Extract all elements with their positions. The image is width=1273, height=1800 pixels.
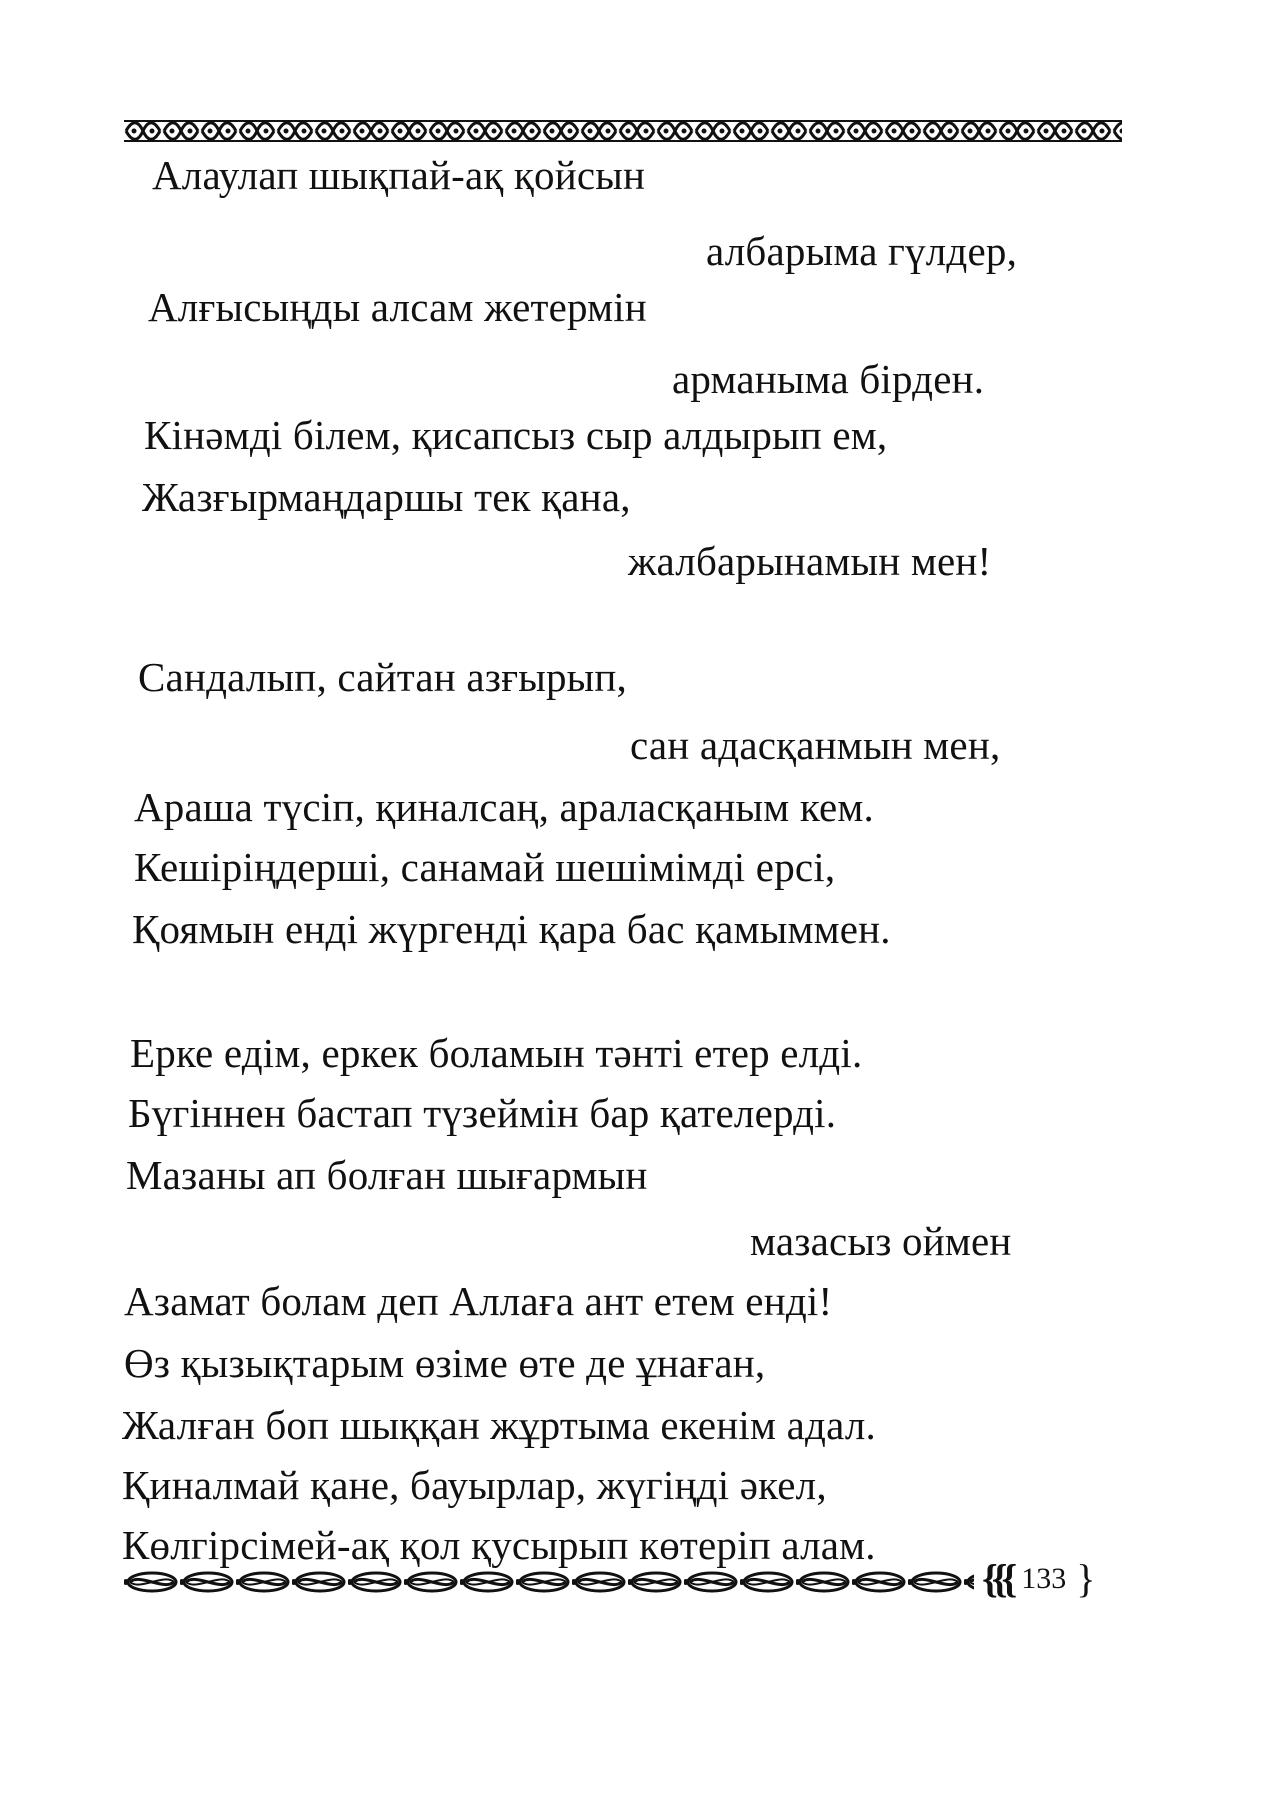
poem-line: Көлгірсімей-ақ қол қусырып көтеріп алам.: [122, 1522, 876, 1568]
poem-line: сан адасқанмын мен,: [630, 722, 1001, 768]
footer-brace-end: }: [1076, 1556, 1096, 1601]
poem-line: Ерке едім, еркек боламын тәнті етер елді.: [130, 1030, 863, 1076]
poem-line: арманыма бірден.: [672, 356, 985, 402]
poem-line: мазасыз оймен: [750, 1218, 1012, 1264]
bottom-ornament-border: [124, 1569, 974, 1595]
poem-line: жалбарынамын мен!: [628, 538, 992, 584]
page-footer: [982, 1554, 1096, 1604]
poem-line: Өз қызықтарым өзіме өте де ұнаған,: [124, 1340, 766, 1386]
poem-line: Сандалып, сайтан азғырып,: [138, 654, 627, 700]
poem-line: албарыма гүлдер,: [706, 228, 1018, 274]
poem-line: Қоямын енді жүргенді қара бас қамыммен.: [132, 906, 891, 952]
poem-line: Қиналмай қане, бауырлар, жүгіңді әкел,: [122, 1462, 827, 1508]
poem-line: Мазаны ап болған шығармын: [126, 1152, 648, 1198]
poem-line: Араша түсіп, қиналсаң, араласқаным кем.: [134, 784, 874, 830]
poem-line: Бүгіннен бастап түзеймін бар қателерді.: [128, 1090, 837, 1136]
poem-line: Кінәмді білем, қисапсыз сыр алдырып ем,: [144, 412, 888, 458]
page-number: 133: [1021, 1562, 1067, 1595]
poem-line: Алғысыңды алсам жетермін: [148, 284, 647, 330]
poem-line: Кешіріңдерші, санамай шешімімді ерсі,: [134, 844, 836, 890]
poem-line: Азамат болам деп Аллаға ант етем енді!: [124, 1278, 833, 1324]
footer-brace-ornament: {{{: [982, 1556, 1012, 1601]
bottom-ornament-svg: [124, 1569, 974, 1595]
poem-line: Жалған боп шыққан жұртыма екенім адал.: [122, 1402, 876, 1448]
poem-line: Жазғырмаңдаршы тек қана,: [142, 474, 631, 520]
poem-line: Алаулап шықпай-ақ қойсын: [152, 152, 646, 198]
